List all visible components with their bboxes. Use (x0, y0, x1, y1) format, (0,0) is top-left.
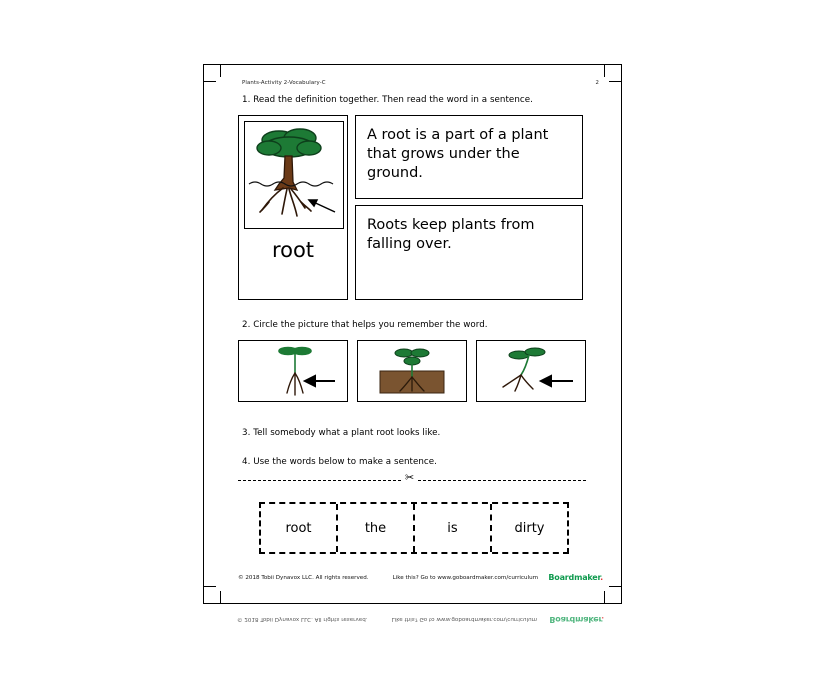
crop-mark-bottom-left-v (220, 591, 221, 604)
sentence-strip (259, 502, 569, 554)
strip-word-4[interactable]: dirty (514, 520, 545, 536)
instruction-4: 4. Use the words below to make a sentence. (242, 457, 437, 467)
page-footer-reflection (237, 615, 604, 624)
vocabulary-word: root (271, 238, 315, 262)
seedling-with-roots-arrow-symbol[interactable] (238, 340, 348, 402)
boardmaker-logo-dot-reflection: . (601, 615, 604, 624)
pointer-arrow-icon (305, 376, 335, 386)
strip-word-2[interactable]: the (338, 504, 415, 552)
vocabulary-symbol-card (238, 115, 348, 300)
plant-roots-arrow-symbol[interactable] (476, 340, 586, 402)
crop-mark-bottom-left-h (203, 586, 216, 587)
copyright-text-reflection: © 2018 Tobii Dynavox LLC. All rights reserved. (237, 616, 368, 623)
strip-word-1[interactable]: root (261, 504, 338, 552)
pointer-arrow-icon (541, 376, 573, 386)
crop-mark-bottom-right-v (604, 591, 605, 604)
page-footer (238, 573, 603, 582)
boardmaker-logo (548, 573, 603, 582)
crop-mark-top-left-h (203, 81, 216, 82)
copyright-text: © 2018 Tobii Dynavox LLC. All rights reserved. (238, 574, 369, 581)
page-header (242, 80, 599, 86)
boardmaker-logo-reflection (549, 615, 604, 624)
example-sentence-text: Roots keep plants from falling over. (355, 205, 583, 300)
instruction-2: 2. Circle the picture that helps you remember the word. (242, 320, 488, 330)
page-number: 2 (595, 80, 599, 86)
crop-mark-bottom-right-h (609, 586, 622, 587)
page-reflection (203, 604, 622, 626)
crop-mark-top-left-v (220, 64, 221, 77)
boardmaker-logo-text-reflection: Boardmaker (549, 615, 602, 624)
scissors-icon: ✂ (402, 472, 417, 483)
header-title: Plants-Activity 2-Vocabulary-C (242, 80, 326, 86)
worksheet-page (203, 64, 622, 604)
plant-roots-arrow-icon (477, 341, 585, 401)
crop-mark-top-right-h (609, 81, 622, 82)
seedling-with-roots-arrow-icon (239, 341, 347, 401)
plant-in-soil-symbol[interactable] (357, 340, 467, 402)
instruction-3: 3. Tell somebody what a plant root looks like. (242, 428, 441, 438)
definition-text: A root is a part of a plant that grows under the ground. (355, 115, 583, 199)
boardmaker-logo-text: Boardmaker (548, 573, 601, 582)
tree-with-roots-icon (245, 122, 342, 227)
curriculum-link[interactable]: Like this? Go to www.goboardmaker.com/curriculum (392, 574, 539, 581)
boardmaker-logo-dot: . (600, 573, 603, 582)
instruction-1: 1. Read the definition together. Then read the word in a sentence. (242, 95, 533, 105)
pointer-arrow-icon (309, 200, 335, 212)
tree-with-roots-symbol (244, 121, 344, 229)
plant-in-soil-icon (358, 341, 466, 401)
strip-word-3[interactable]: is (415, 504, 492, 552)
crop-mark-top-right-v (604, 64, 605, 77)
picture-choice-row (238, 340, 586, 402)
curriculum-link-reflection: Like this? Go to www.goboardmaker.com/curriculum (391, 616, 538, 623)
